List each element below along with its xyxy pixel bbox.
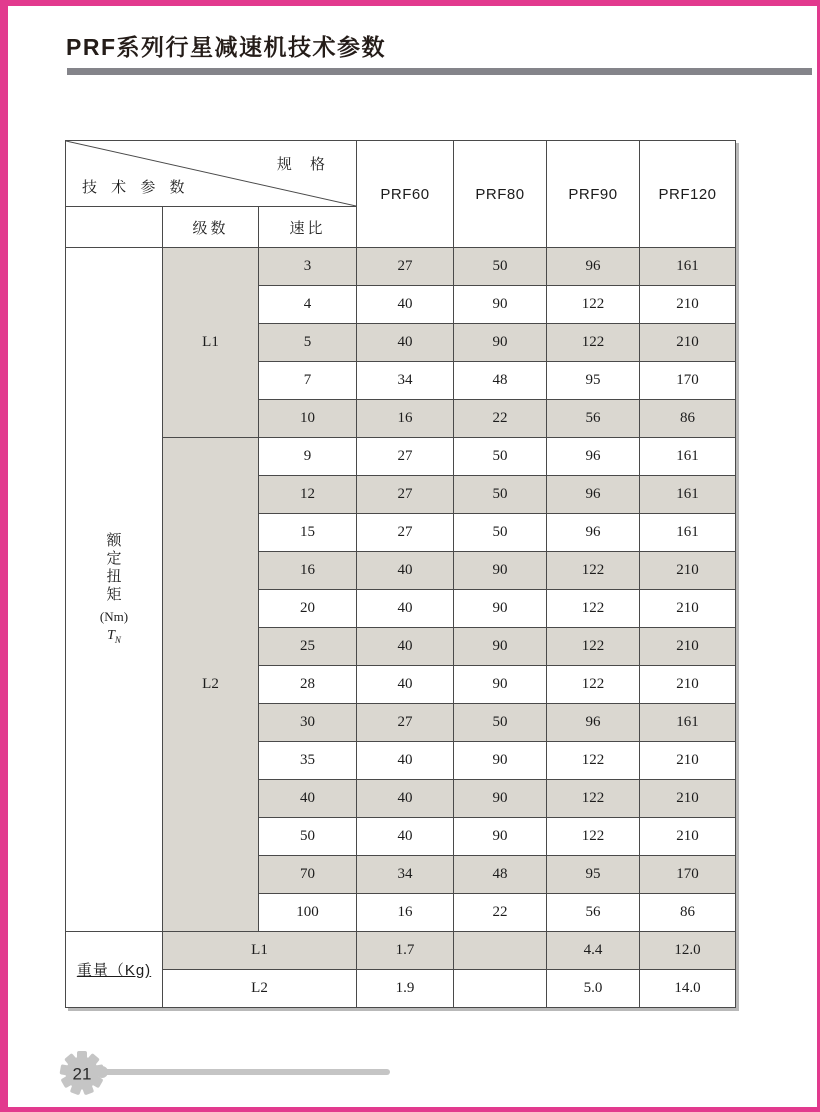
value-cell: 56 (547, 400, 640, 438)
value-cell: 210 (640, 628, 736, 666)
value-cell: 96 (547, 248, 640, 286)
column-header-prf80: PRF80 (454, 141, 547, 248)
ratio-cell: 40 (259, 780, 357, 818)
weight-value-cell: 1.7 (357, 932, 454, 970)
value-cell: 122 (547, 628, 640, 666)
ratio-cell: 15 (259, 514, 357, 552)
value-cell: 34 (357, 856, 454, 894)
value-cell: 96 (547, 476, 640, 514)
ratio-cell: 35 (259, 742, 357, 780)
stages-header: 级数 (163, 207, 259, 248)
torque-label-char: 扭 (106, 567, 122, 585)
weight-row (66, 932, 736, 970)
value-cell: 90 (454, 666, 547, 704)
value-cell: 170 (640, 856, 736, 894)
column-header-prf120: PRF120 (640, 141, 736, 248)
table-row (66, 438, 736, 476)
value-cell: 40 (357, 628, 454, 666)
value-cell: 122 (547, 324, 640, 362)
value-cell: 40 (357, 590, 454, 628)
value-cell: 210 (640, 552, 736, 590)
value-cell: 56 (547, 894, 640, 932)
value-cell: 210 (640, 590, 736, 628)
value-cell: 122 (547, 780, 640, 818)
value-cell: 48 (454, 362, 547, 400)
value-cell: 161 (640, 248, 736, 286)
value-cell: 22 (454, 894, 547, 932)
value-cell: 96 (547, 514, 640, 552)
footer-decorative-line (104, 1069, 390, 1075)
column-header-prf90: PRF90 (547, 141, 640, 248)
ratio-cell: 7 (259, 362, 357, 400)
value-cell: 122 (547, 742, 640, 780)
value-cell: 122 (547, 590, 640, 628)
value-cell: 86 (640, 894, 736, 932)
value-cell: 48 (454, 856, 547, 894)
value-cell: 16 (357, 400, 454, 438)
spec-corner-label: 规 格 (276, 156, 333, 173)
ratio-cell: 30 (259, 704, 357, 742)
weight-value-cell: 12.0 (640, 932, 736, 970)
value-cell: 40 (357, 286, 454, 324)
weight-label: 重量（Kg) (76, 962, 152, 979)
value-cell: 210 (640, 666, 736, 704)
ratio-cell: 9 (259, 438, 357, 476)
ratio-cell: 10 (259, 400, 357, 438)
ratio-cell: 16 (259, 552, 357, 590)
value-cell: 95 (547, 856, 640, 894)
ratio-cell: 5 (259, 324, 357, 362)
value-cell: 90 (454, 286, 547, 324)
value-cell: 27 (357, 438, 454, 476)
ratio-cell: 3 (259, 248, 357, 286)
value-cell: 86 (640, 400, 736, 438)
value-cell: 40 (357, 780, 454, 818)
ratio-cell: 20 (259, 590, 357, 628)
torque-label-char: 矩 (106, 585, 122, 603)
value-cell: 40 (357, 818, 454, 856)
value-cell: 16 (357, 894, 454, 932)
value-cell: 161 (640, 704, 736, 742)
weight-row (66, 970, 736, 1008)
ratio-cell: 28 (259, 666, 357, 704)
value-cell: 170 (640, 362, 736, 400)
empty-header-cell (66, 207, 163, 248)
weight-value-cell: 5.0 (547, 970, 640, 1008)
page-title: PRF系列行星减速机技术参数 (66, 34, 386, 60)
diagonal-header-cell (66, 141, 357, 207)
weight-stage-cell: L2 (163, 970, 357, 1008)
ratio-cell: 12 (259, 476, 357, 514)
value-cell: 90 (454, 324, 547, 362)
ratio-cell: 50 (259, 818, 357, 856)
ratio-cell: 4 (259, 286, 357, 324)
value-cell: 27 (357, 514, 454, 552)
value-cell: 50 (454, 704, 547, 742)
stage-cell: L2 (163, 438, 259, 932)
value-cell: 34 (357, 362, 454, 400)
value-cell: 122 (547, 818, 640, 856)
value-cell: 27 (357, 704, 454, 742)
value-cell: 90 (454, 818, 547, 856)
value-cell: 27 (357, 476, 454, 514)
value-cell: 161 (640, 514, 736, 552)
value-cell: 90 (454, 742, 547, 780)
torque-label-char: 定 (106, 549, 122, 567)
ratio-cell: 25 (259, 628, 357, 666)
weight-value-cell: 1.9 (357, 970, 454, 1008)
ratio-header: 速比 (259, 207, 357, 248)
value-cell: 40 (357, 742, 454, 780)
ratio-cell: 70 (259, 856, 357, 894)
weight-value-cell (454, 932, 547, 970)
value-cell: 96 (547, 704, 640, 742)
value-cell: 96 (547, 438, 640, 476)
value-cell: 122 (547, 552, 640, 590)
value-cell: 50 (454, 514, 547, 552)
value-cell: 210 (640, 324, 736, 362)
value-cell: 90 (454, 628, 547, 666)
value-cell: 90 (454, 780, 547, 818)
weight-value-cell: 14.0 (640, 970, 736, 1008)
torque-unit: (Nm) (99, 608, 129, 624)
value-cell: 40 (357, 324, 454, 362)
value-cell: 210 (640, 742, 736, 780)
value-cell: 161 (640, 476, 736, 514)
value-cell: 210 (640, 780, 736, 818)
torque-label (66, 532, 162, 648)
ratio-cell: 100 (259, 894, 357, 932)
weight-label-cell (66, 932, 163, 1008)
value-cell: 50 (454, 438, 547, 476)
spec-table (65, 140, 736, 1008)
stage-cell: L1 (163, 248, 259, 438)
value-cell: 95 (547, 362, 640, 400)
page-number: 21 (72, 1064, 92, 1084)
value-cell: 27 (357, 248, 454, 286)
column-header-prf60: PRF60 (357, 141, 454, 248)
value-cell: 90 (454, 590, 547, 628)
weight-value-cell: 4.4 (547, 932, 640, 970)
value-cell: 40 (357, 552, 454, 590)
value-cell: 22 (454, 400, 547, 438)
value-cell: 122 (547, 666, 640, 704)
value-cell: 50 (454, 476, 547, 514)
value-cell: 50 (454, 248, 547, 286)
value-cell: 122 (547, 286, 640, 324)
weight-value-cell (454, 970, 547, 1008)
value-cell: 210 (640, 286, 736, 324)
torque-label-char: 额 (106, 531, 122, 549)
torque-symbol: $T_N$ (107, 627, 121, 645)
title-underline-rule (67, 68, 812, 75)
weight-stage-cell: L1 (163, 932, 357, 970)
torque-label-cell (66, 248, 163, 932)
tech-params-corner-label: 技 术 参 数 (82, 179, 190, 196)
value-cell: 90 (454, 552, 547, 590)
value-cell: 40 (357, 666, 454, 704)
value-cell: 161 (640, 438, 736, 476)
value-cell: 210 (640, 818, 736, 856)
table-row (66, 248, 736, 286)
